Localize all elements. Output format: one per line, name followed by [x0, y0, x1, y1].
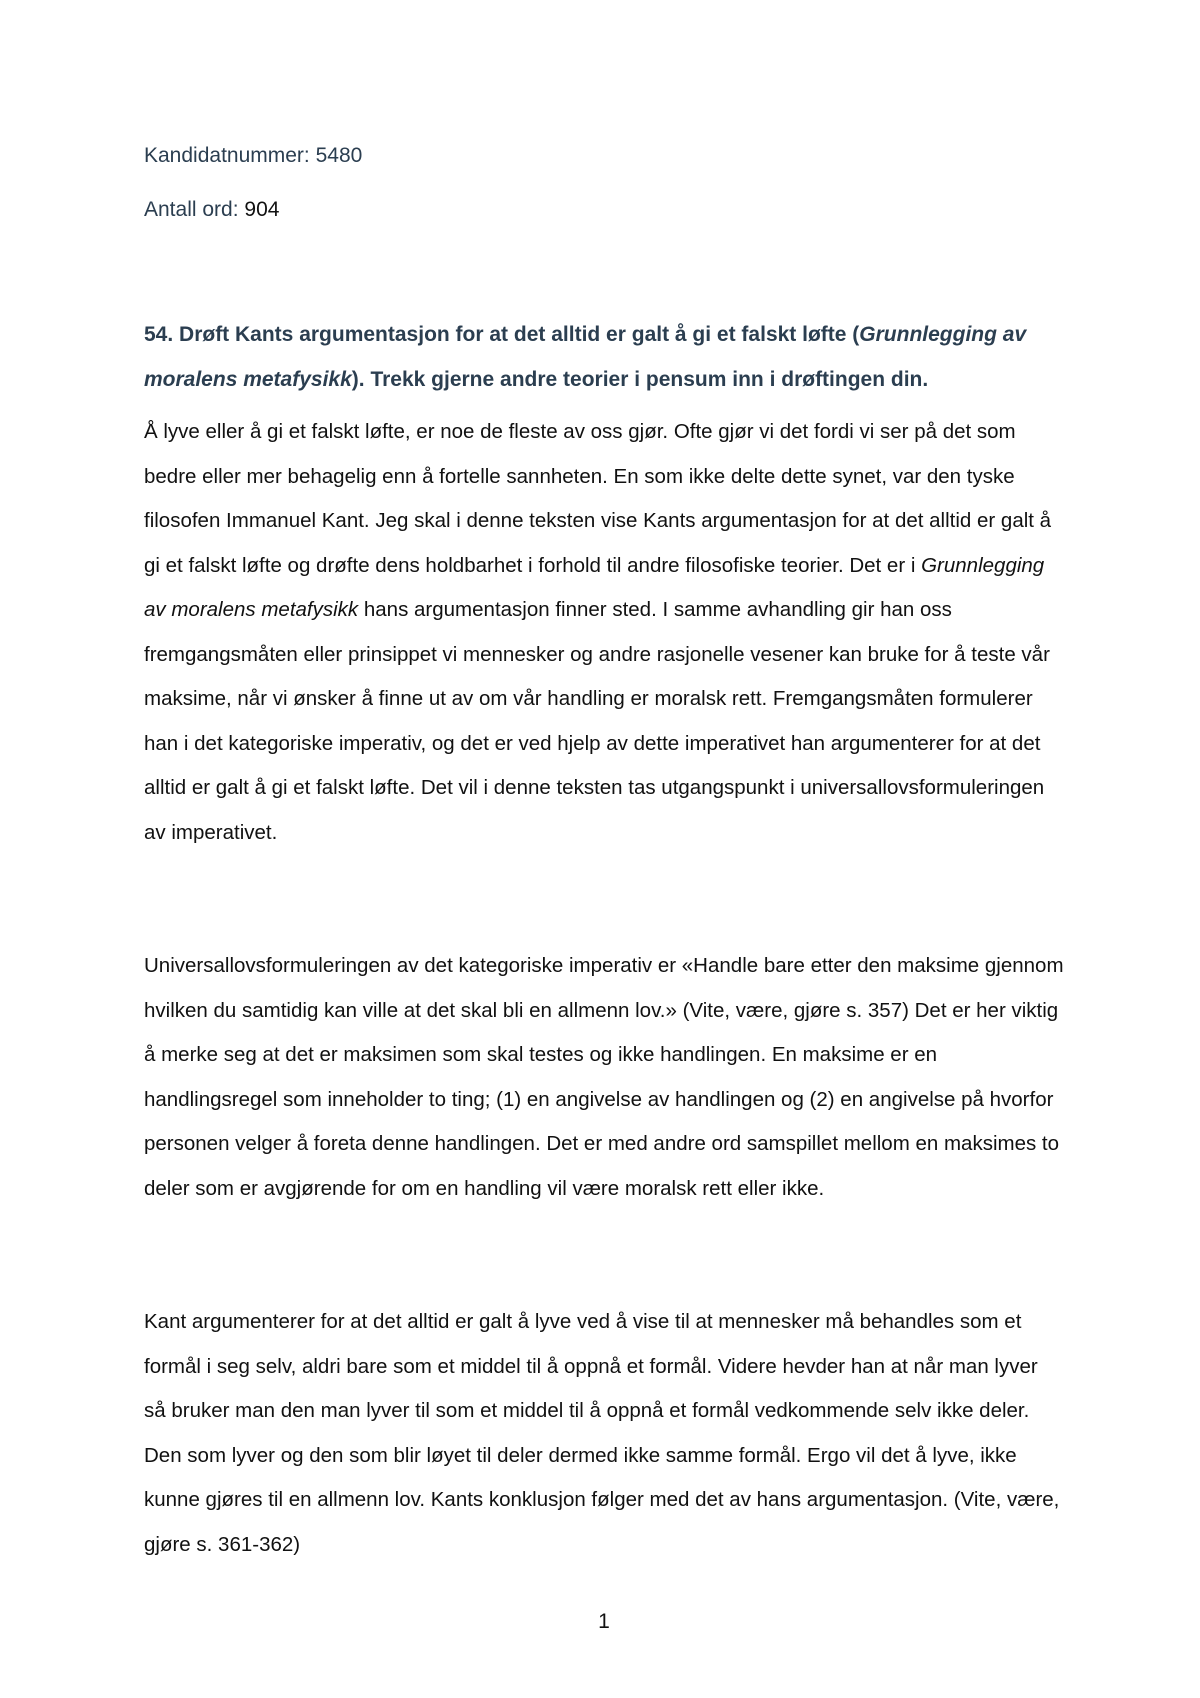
- document-page: [144, 0, 1064, 1698]
- paragraph-universal-law: Universallovsformuleringen av det kategoriske imperativ er «Handle bare etter den maksime gjennom hvilken du samtidig kan ville at det skal bli en allmenn lov.» (Vite, være, gjøre s. 357) Det er her viktig å merke seg at det er maksimen som skal testes og ikke handlingen. En maksime er en handlingsregel som inneholder to ting; (1) en angivelse av handlingen og (2) en angivelse på hvorfor personen velger å foreta denne handlingen. Det er med andre ord samspillet mellom en maksimes to deler som er avgjørende for om en handling vil være moralsk rett eller ikke.: [144, 954, 1064, 1200]
- word-count-line: [144, 198, 279, 222]
- word-count-label: Antall ord:: [144, 198, 239, 221]
- paragraph-introduction: [144, 410, 1064, 855]
- page-number: 1: [598, 1610, 610, 1633]
- question-text-end: ). Trekk gjerne andre teorier i pensum inn i drøftingen din.: [351, 368, 929, 391]
- word-count-value: 904: [244, 198, 280, 221]
- paragraph-introduction-book-title: Grunnlegging av moralens metafysikk: [144, 553, 1045, 621]
- paragraph-kant-argument: Kant argumenterer for at det alltid er galt å lyve ved å vise til at mennesker må behandles som et formål i seg selv, aldri bare som et middel til å oppnå et formål. Videre hevder han at når man lyver så bruker man den man lyver til som et middel til å oppnå et formål vedkommende selv ikke deler. Den som lyver og den som blir løyet til deler dermed ikke samme formål. Ergo vil det å lyve, ikke kunne gjøres til en allmenn lov. Kants konklusjon følger med det av hans argumentasjon. (Vite, være, gjøre s. 361-362): [144, 1310, 1060, 1556]
- exam-question: [144, 312, 1064, 402]
- candidate-number-line: [144, 144, 362, 168]
- question-text-start: 54. Drøft Kants argumentasjon for at det alltid er galt å gi et falskt løfte (: [144, 323, 860, 346]
- paragraph-introduction-end: hans argumentasjon finner sted. I samme avhandling gir han oss fremgangsmåten eller prinsippet vi mennesker og andre rasjonelle vesener kan bruke for å teste vår maksime, når vi ønsker å finne ut av om vår handling er moralsk rett. Fremgangsmåten formulerer han i det kategoriske imperativ, og det er ved hjelp av dette imperativet han argumenterer for at det alltid er galt å gi et falskt løfte. Det vil i denne teksten tas utgangspunkt i universallovsformuleringen av imperativet.: [144, 598, 1050, 844]
- candidate-number-value: 5480: [315, 144, 363, 167]
- question-book-title: Grunnlegging av moralens metafysikk: [144, 323, 1027, 391]
- candidate-number-label: Kandidatnummer:: [144, 144, 310, 167]
- paragraph-introduction-start: Å lyve eller å gi et falskt løfte, er noe de fleste av oss gjør. Ofte gjør vi det fordi vi ser på det som bedre eller mer behagelig enn å fortelle sannheten. En som ikke delte dette synet, var den tyske filosofen Immanuel Kant. Jeg skal i denne teksten vise Kants argumentasjon for at det alltid er galt å gi et falskt løfte og drøfte dens holdbarhet i forhold til andre filosofiske teorier. Det er i: [144, 420, 1052, 577]
